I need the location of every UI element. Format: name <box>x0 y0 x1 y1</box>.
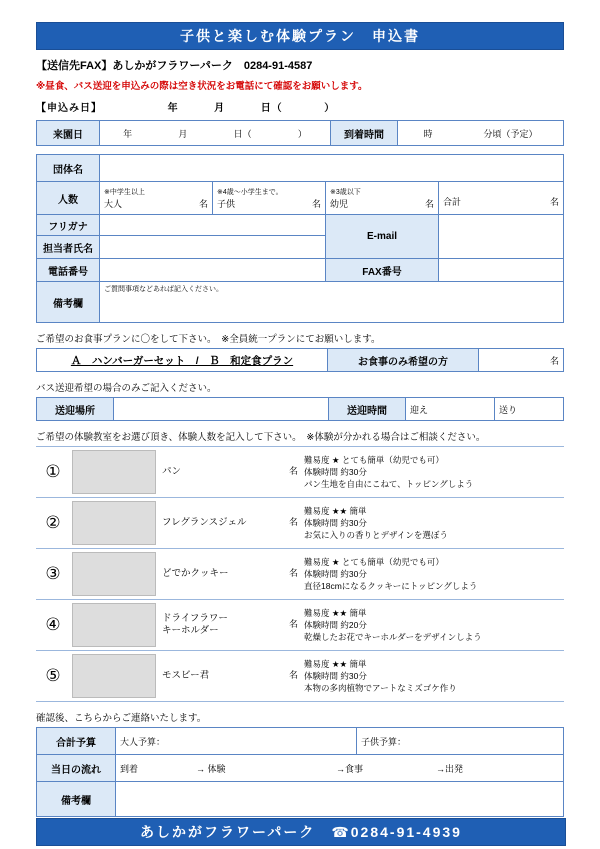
total-count-cell[interactable] <box>439 182 564 215</box>
experience-table <box>36 446 564 702</box>
visit-day-close: ） <box>297 128 307 139</box>
group-name-input[interactable] <box>100 155 564 182</box>
experience-difficulty: 難易度 ★★ 簡単 <box>304 658 367 669</box>
experience-name: パン <box>160 447 258 498</box>
child-label: 子供 <box>217 198 236 209</box>
experience-row[interactable] <box>36 600 564 651</box>
visit-year: 年 <box>123 128 133 139</box>
infant-note: ※3歳以下 <box>330 188 361 196</box>
visit-date-input[interactable] <box>100 121 331 146</box>
bus-pickup-input[interactable]: 迎え <box>406 398 495 421</box>
experience-duration: 体験時間 約20分 <box>304 619 367 630</box>
application-date-close: ） <box>324 103 336 114</box>
fax-input[interactable] <box>439 259 564 282</box>
bus-time-label: 送迎時間 <box>329 398 406 421</box>
meal-intro: ご希望のお食事プランに〇をして下さい。 ※全員統一プランにてお願いします。 <box>36 334 381 345</box>
group-name-label: 団体名 <box>37 155 100 182</box>
arrival-time-input[interactable] <box>398 121 564 146</box>
big-cookie-photo <box>70 549 160 600</box>
remarks-input[interactable] <box>100 282 564 323</box>
child-unit: 名 <box>311 198 321 209</box>
arrival-hour: 時 <box>423 128 433 139</box>
experience-duration: 体験時間 約30分 <box>304 517 367 528</box>
infant-label: 幼児 <box>330 198 349 209</box>
adult-unit: 名 <box>198 198 208 209</box>
experience-difficulty: 難易度 ★ とても簡単（幼児でも可） <box>304 556 444 567</box>
infant-unit: 名 <box>424 198 434 209</box>
experience-desc: 本物の多肉植物でアートなミズゴケ作り <box>304 683 457 694</box>
adult-note: ※中学生以上 <box>104 188 145 196</box>
person-name-input[interactable] <box>100 236 326 259</box>
day-flow-label: 当日の流れ <box>37 755 116 782</box>
experience-name-line2: キーホルダー <box>162 625 219 636</box>
experience-name: モスビー君 <box>160 651 258 702</box>
experience-duration: 体験時間 約30分 <box>304 466 367 477</box>
experience-row[interactable] <box>36 498 564 549</box>
meal-only-label: お食事のみ希望の方 <box>328 349 479 372</box>
experience-number: ② <box>36 498 70 549</box>
tel-label: 電話番号 <box>37 259 100 282</box>
experience-duration: 体験時間 約30分 <box>304 568 367 579</box>
bus-table <box>36 397 564 421</box>
flow-departure: →出発 <box>436 763 464 774</box>
applicant-info-table <box>36 154 564 323</box>
application-date-day: 日（ <box>260 103 283 114</box>
infant-count-cell[interactable] <box>326 182 439 215</box>
fragrance-gel-photo <box>70 498 160 549</box>
adult-label: 大人 <box>104 198 123 209</box>
experience-desc: 乾燥したお花でキーホルダーをデザインしよう <box>304 632 482 643</box>
email-input[interactable] <box>439 215 564 259</box>
arrival-minute: 分頃（予定） <box>483 128 538 139</box>
experience-difficulty: 難易度 ★★ 簡単 <box>304 607 367 618</box>
experience-name: フレグランスジェル <box>160 498 258 549</box>
experience-difficulty: 難易度 ★★ 簡単 <box>304 505 367 516</box>
bottom-remarks-input[interactable] <box>116 782 564 817</box>
remarks-note: ご質問事項などあれば記入ください。 <box>104 286 223 293</box>
experience-row[interactable] <box>36 651 564 702</box>
experience-count[interactable]: 名 <box>258 600 300 651</box>
dried-flower-keyholder-photo <box>70 600 160 651</box>
flow-meal: →食事 <box>336 763 364 774</box>
adult-budget-input[interactable]: 大人予算： <box>116 728 357 755</box>
experience-row[interactable] <box>36 447 564 498</box>
form-body <box>36 0 564 817</box>
visit-date-table <box>36 120 564 146</box>
remarks-label: 備考欄 <box>37 282 100 323</box>
experience-count[interactable]: 名 <box>258 651 300 702</box>
experience-name: どでかクッキー <box>160 549 258 600</box>
child-note: ※4歳～小学生まで。 <box>217 188 283 196</box>
fax-label: FAX番号 <box>326 259 439 282</box>
child-count-cell[interactable] <box>213 182 326 215</box>
experience-count[interactable]: 名 <box>258 447 300 498</box>
application-date-year: 年 <box>167 103 179 114</box>
bus-intro: バス送迎希望の場合のみご記入ください。 <box>36 383 217 394</box>
experience-number: ④ <box>36 600 70 651</box>
email-label: E-mail <box>326 215 439 259</box>
total-unit: 名 <box>549 197 559 207</box>
visit-date-label: 来園日 <box>37 121 100 146</box>
visit-month: 月 <box>178 128 188 139</box>
experience-number: ① <box>36 447 70 498</box>
experience-count[interactable]: 名 <box>258 498 300 549</box>
meal-only-count[interactable]: 名 <box>479 349 564 372</box>
total-budget-label: 合計予算 <box>37 728 116 755</box>
bus-dropoff-input[interactable]: 送り <box>495 398 564 421</box>
meal-plan-options[interactable]: Ａ ハンバーガーセット / Ｂ 和定食プラン <box>37 349 328 372</box>
furigana-label: フリガナ <box>37 215 100 236</box>
confirm-intro: 確認後、こちらからご連絡いたします。 <box>36 713 207 724</box>
experience-desc: パン生地を自由にこねて、トッピングしよう <box>304 479 474 490</box>
reservation-notice: ※昼食、バス送迎を申込みの際は空き状況をお電話にて確認をお願いします。 <box>36 81 368 92</box>
application-date-label: 【申込み日】 <box>36 103 102 114</box>
experience-number: ③ <box>36 549 70 600</box>
fax-destination-line: 【送信先FAX】あしかがフラワーパーク 0284-91-4587 <box>36 60 313 72</box>
footer-contact-banner: あしかがフラワーパーク ☎0284-91-4939 <box>36 818 566 846</box>
day-flow-input[interactable] <box>116 755 564 782</box>
mosby-kun-photo <box>70 651 160 702</box>
page-title: 子供と楽しむ体験プラン 申込書 <box>36 22 564 50</box>
arrival-time-label: 到着時間 <box>331 121 398 146</box>
bus-place-label: 送迎場所 <box>37 398 114 421</box>
application-date-month: 月 <box>214 103 226 114</box>
flow-arrival: 到着 <box>120 763 139 774</box>
budget-table <box>36 727 564 817</box>
experience-desc: 直径18cmになるクッキーにトッピングしよう <box>304 581 478 592</box>
experience-intro: ご希望の体験教室をお選び頂き、体験人数を記入して下さい。 ※体験が分かれる場合はご相談ください。 <box>36 432 486 443</box>
child-budget-input[interactable]: 子供予算： <box>357 728 564 755</box>
visit-day: 日（ <box>233 128 252 139</box>
experience-row[interactable] <box>36 549 564 600</box>
people-count-label: 人数 <box>37 182 100 215</box>
meal-plan-table <box>36 348 564 372</box>
experience-difficulty: 難易度 ★ とても簡単（幼児でも可） <box>304 454 444 465</box>
application-date-row <box>36 99 564 114</box>
total-label: 合計 <box>443 197 462 207</box>
experience-count[interactable]: 名 <box>258 549 300 600</box>
tel-input[interactable] <box>100 259 326 282</box>
experience-name: ドライフラワー <box>162 613 228 625</box>
person-name-label: 担当者氏名 <box>37 236 100 259</box>
bus-place-input[interactable] <box>114 398 329 421</box>
flow-experience: → 体験 <box>196 763 226 774</box>
experience-desc: お気に入りの香りとデザインを選ぼう <box>304 530 448 541</box>
furigana-input[interactable] <box>100 215 326 236</box>
experience-duration: 体験時間 約30分 <box>304 670 367 681</box>
experience-number: ⑤ <box>36 651 70 702</box>
bread-photo <box>70 447 160 498</box>
adult-count-cell[interactable] <box>100 182 213 215</box>
bottom-remarks-label: 備考欄 <box>37 782 116 817</box>
